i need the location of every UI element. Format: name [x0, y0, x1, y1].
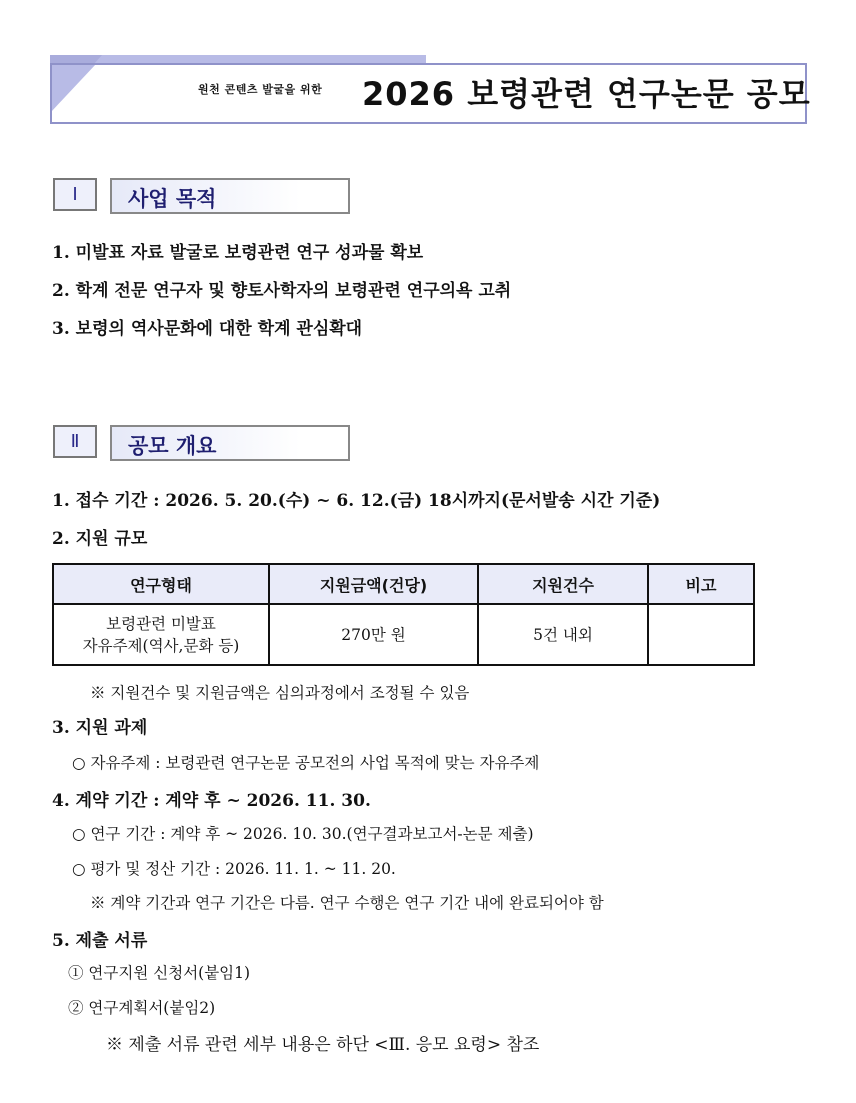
cell-type [53, 604, 269, 665]
section-1-number: Ⅰ [53, 178, 97, 211]
application-period: 1. 접수 기간 : 2026. 5. 20.(수) ~ 6. 12.(금) 18시까지(문서발송 시간 기준) [52, 491, 661, 511]
documents-note: ※ 제출 서류 관련 세부 내용은 하단 <Ⅲ. 응모 요령> 참조 [106, 1035, 540, 1055]
purpose-item-2: 2. 학계 전문 연구자 및 향토사학자의 보령관련 연구의욕 고취 [52, 281, 512, 301]
section-2-title-box [110, 425, 350, 461]
section-2-number: Ⅱ [53, 425, 97, 458]
contract-note: ※ 계약 기간과 연구 기간은 다름. 연구 수행은 연구 기간 내에 완료되어야 함 [90, 894, 604, 912]
contract-item-1: ○ 연구 기간 : 계약 후 ~ 2026. 10. 30.(연구결과보고서-논문 제출) [72, 825, 534, 843]
documents-item-1: ① 연구지원 신청서(붙임1) [68, 964, 251, 982]
title-banner [50, 55, 811, 124]
col-header-count: 지원건수 [478, 564, 648, 604]
cell-amount: 270만 원 [269, 604, 478, 665]
cell-type-line-1: 보령관련 미발표 [106, 614, 216, 633]
cell-type-line-2: 자유주제(역사,문화 등) [82, 636, 240, 655]
task-heading: 3. 지원 과제 [52, 718, 148, 738]
contract-heading: 4. 계약 기간 : 계약 후 ~ 2026. 11. 30. [52, 791, 371, 811]
section-2-title: 공모 개요 [128, 434, 217, 458]
documents-heading: 5. 제출 서류 [52, 931, 148, 951]
cell-count: 5건 내외 [478, 604, 648, 665]
banner-subtitle: 원천 콘텐츠 발굴을 위한 [198, 83, 323, 96]
section-1-title: 사업 목적 [128, 187, 217, 211]
section-1-title-box [110, 178, 350, 214]
table-row [53, 604, 754, 665]
cell-note [648, 604, 754, 665]
task-item: ○ 자유주제 : 보령관련 연구논문 공모전의 사업 목적에 맞는 자유주제 [72, 754, 540, 772]
table-header-row [53, 564, 754, 604]
purpose-item-1: 1. 미발표 자료 발굴로 보령관련 연구 성과물 확보 [52, 243, 424, 263]
col-header-note: 비고 [648, 564, 754, 604]
col-header-amount: 지원금액(건당) [269, 564, 478, 604]
support-table [52, 563, 755, 666]
col-header-type: 연구형태 [53, 564, 269, 604]
documents-item-2: ② 연구계획서(붙임2) [68, 999, 216, 1017]
contract-item-2: ○ 평가 및 정산 기간 : 2026. 11. 1. ~ 11. 20. [72, 860, 396, 878]
table-note: ※ 지원건수 및 지원금액은 심의과정에서 조정될 수 있음 [90, 684, 470, 702]
purpose-item-3: 3. 보령의 역사문화에 대한 학계 관심확대 [52, 319, 363, 339]
scale-heading: 2. 지원 규모 [52, 529, 148, 549]
page-title: 2026 보령관련 연구논문 공모 [362, 75, 811, 113]
